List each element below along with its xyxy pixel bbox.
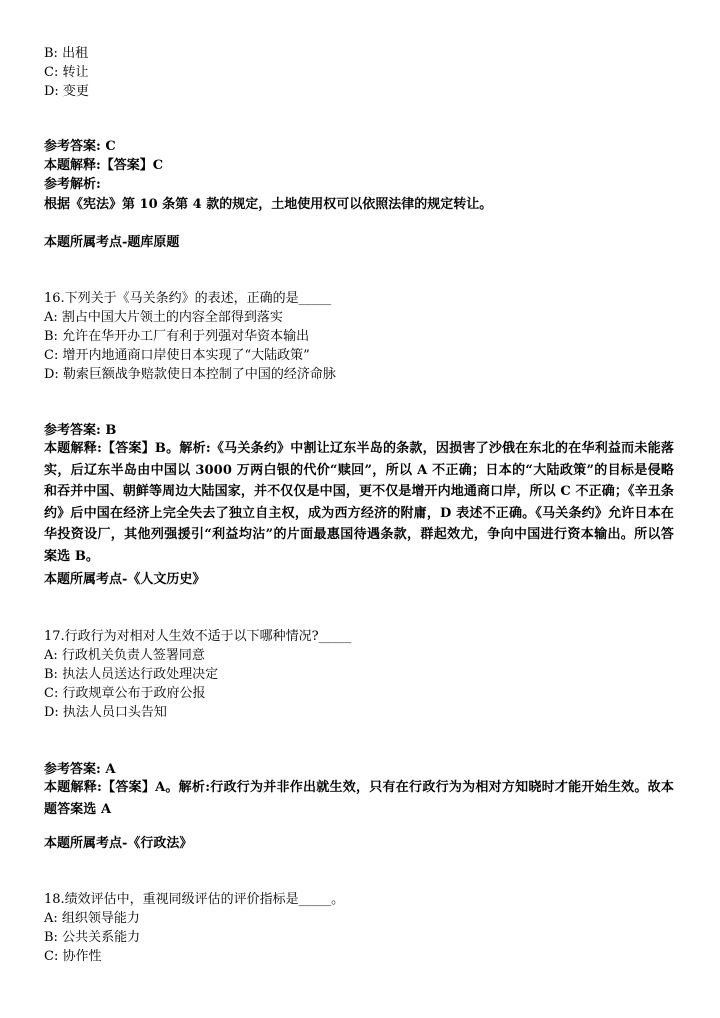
q17-explanation: 本题解释:【答案】A。解析:行政行为并非作出就生效，只有在行政行为为相对方知晓时才能开始生效。故本题答案选 A [44,780,674,817]
q16-topic: 本题所属考点-《人文历史》 [44,572,206,587]
q16-question: 16.下列关于《马关条约》的表述，正确的是_____ [44,291,332,306]
q16-option-d: D: 勒索巨额战争赔款使日本控制了中国的经济命脉 [44,367,336,382]
q17-question: 17.行政行为对相对人生效不适于以下哪种情况?_____ [44,629,352,644]
q18-option-a: A: 组织领导能力 [44,911,140,926]
q15-answer: 参考答案: C [44,139,116,154]
q17-option-c: C: 行政规章公布于政府公报 [44,686,206,701]
q15-option-b: B: 出租 [44,46,89,61]
q16-answer: 参考答案: B [44,423,117,438]
q15-analysis-label: 参考解析: [44,177,101,192]
q17-answer: 参考答案: A [44,762,116,777]
q18-question: 18.绩效评估中，重视同级评估的评价指标是_____。 [44,892,345,907]
q15-analysis: 根据《宪法》第 10 条第 4 款的规定，土地使用权可以依照法律的规定转让。 [44,197,493,212]
q15-topic: 本题所属考点-题库原题 [44,235,180,250]
q18-option-b: B: 公共关系能力 [44,930,141,945]
q17-topic: 本题所属考点-《行政法》 [44,836,193,851]
q16-explanation: 本题解释:【答案】B。解析:《马关条约》中割让辽东半岛的条款，因损害了沙俄在东北的在华利益而未能落实，后辽东半岛由中国以 3000 万两白银的代价“赎回”，所以 A 不正确；日本的“大陆政策”的目标是侵略和吞并中国、朝鲜等周边大陆国家，并不仅仅是中国，更不仅是增开内地通商口岸，所以 C 不正确；《辛丑条约》后中国在经济上完全失去了独立自主权，成为西方经济的附庸，D 表述不正确。《马关条约》允许日本在华投资设厂，其他列强援引“利益均沾”的片面最惠国待遇条款，群起效尤，争向中国进行资本输出。所以答案选 B。 [44,441,674,564]
q16-option-a: A: 割占中国大片领土的内容全部得到落实 [44,310,283,325]
q16-option-b: B: 允许在华开办工厂有利于列强对华资本输出 [44,329,310,344]
q17-option-d: D: 执法人员口头告知 [44,705,167,720]
q18-option-c: C: 协作性 [44,949,102,964]
q15-option-c: C: 转让 [44,65,89,80]
q17-option-a: A: 行政机关负责人签署同意 [44,648,205,663]
q15-explanation: 本题解释:【答案】C [44,158,164,173]
q15-option-d: D: 变更 [44,84,89,99]
q16-option-c: C: 增开内地通商口岸使日本实现了“大陆政策” [44,348,310,363]
q17-option-b: B: 执法人员送达行政处理决定 [44,667,219,682]
